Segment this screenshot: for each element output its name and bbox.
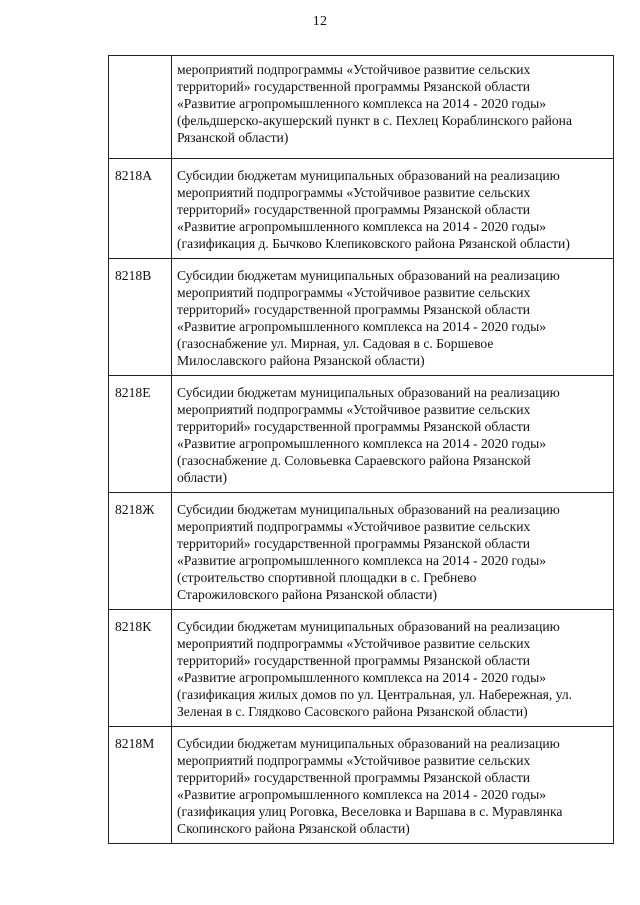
- description-line: мероприятий подпрограммы «Устойчивое развитие сельских: [177, 753, 531, 768]
- description-line: территорий» государственной программы Рязанской области: [177, 202, 531, 217]
- description-line: (газоснабжение д. Соловьевка Сараевского района Рязанской: [177, 453, 531, 468]
- description-cell: [172, 376, 614, 493]
- description-line: Субсидии бюджетам муниципальных образований на реализацию: [177, 385, 560, 400]
- description-line: Субсидии бюджетам муниципальных образований на реализацию: [177, 736, 560, 751]
- table-row: [109, 727, 614, 844]
- table-row: [109, 610, 614, 727]
- code-cell: 8218В: [109, 259, 172, 376]
- code-cell: 8218М: [109, 727, 172, 844]
- description-line: (газификация жилых домов по ул. Центральная, ул. Набережная, ул.: [177, 687, 573, 702]
- description-line: территорий» государственной программы Рязанской области: [177, 419, 531, 434]
- description-line: «Развитие агропромышленного комплекса на 2014 - 2020 годы»: [177, 319, 547, 334]
- description-line: (газоснабжение ул. Мирная, ул. Садовая в с. Боршевое: [177, 336, 494, 351]
- description-line: Старожиловского района Рязанской области): [177, 587, 438, 602]
- code-cell: 8218К: [109, 610, 172, 727]
- description-line: Рязанской области): [177, 130, 289, 145]
- description-line: (фельдшерско-акушерский пункт в с. Пехлец Кораблинского района: [177, 113, 572, 128]
- page-number: 12: [312, 14, 328, 29]
- description-line: территорий» государственной программы Рязанской области: [177, 302, 531, 317]
- description-line: «Развитие агропромышленного комплекса на 2014 - 2020 годы»: [177, 96, 547, 111]
- description-line: Субсидии бюджетам муниципальных образований на реализацию: [177, 268, 560, 283]
- code-cell: 8218Е: [109, 376, 172, 493]
- description-line: Субсидии бюджетам муниципальных образований на реализацию: [177, 619, 560, 634]
- description-cell: [172, 493, 614, 610]
- description-line: территорий» государственной программы Рязанской области: [177, 79, 531, 94]
- description-cell: [172, 610, 614, 727]
- description-line: (газификация д. Бычково Клепиковского района Рязанской области): [177, 236, 570, 251]
- description-line: «Развитие агропромышленного комплекса на 2014 - 2020 годы»: [177, 787, 547, 802]
- code-cell: 8218А: [109, 159, 172, 259]
- description-line: области): [177, 470, 227, 485]
- description-line: Милославского района Рязанской области): [177, 353, 425, 368]
- description-line: Субсидии бюджетам муниципальных образований на реализацию: [177, 502, 560, 517]
- description-cell: [172, 259, 614, 376]
- description-line: мероприятий подпрограммы «Устойчивое развитие сельских: [177, 636, 531, 651]
- description-line: «Развитие агропромышленного комплекса на 2014 - 2020 годы»: [177, 436, 547, 451]
- description-line: (строительство спортивной площадки в с. Гребнево: [177, 570, 477, 585]
- code-cell: 8218Ж: [109, 493, 172, 610]
- description-line: территорий» государственной программы Рязанской области: [177, 536, 531, 551]
- description-line: Скопинского района Рязанской области): [177, 821, 410, 836]
- description-line: мероприятий подпрограммы «Устойчивое развитие сельских: [177, 519, 531, 534]
- table-row: [109, 159, 614, 259]
- description-cell: [172, 56, 614, 159]
- budget-classification-table: [108, 55, 614, 844]
- table-row: [109, 259, 614, 376]
- table-row: [109, 56, 614, 159]
- description-line: территорий» государственной программы Рязанской области: [177, 653, 531, 668]
- description-line: мероприятий подпрограммы «Устойчивое развитие сельских: [177, 285, 531, 300]
- description-line: «Развитие агропромышленного комплекса на 2014 - 2020 годы»: [177, 670, 547, 685]
- description-line: мероприятий подпрограммы «Устойчивое развитие сельских: [177, 185, 531, 200]
- description-cell: [172, 727, 614, 844]
- description-line: Субсидии бюджетам муниципальных образований на реализацию: [177, 168, 560, 183]
- description-line: мероприятий подпрограммы «Устойчивое развитие сельских: [177, 62, 531, 77]
- description-line: «Развитие агропромышленного комплекса на 2014 - 2020 годы»: [177, 553, 547, 568]
- code-cell: [109, 56, 172, 159]
- description-line: (газификация улиц Роговка, Веселовка и Варшава в с. Муравлянка: [177, 804, 563, 819]
- table-row: [109, 493, 614, 610]
- description-line: территорий» государственной программы Рязанской области: [177, 770, 531, 785]
- description-line: «Развитие агропромышленного комплекса на 2014 - 2020 годы»: [177, 219, 547, 234]
- description-line: мероприятий подпрограммы «Устойчивое развитие сельских: [177, 402, 531, 417]
- table-row: [109, 376, 614, 493]
- description-cell: [172, 159, 614, 259]
- table-body: [109, 56, 614, 844]
- description-line: Зеленая в с. Глядково Сасовского района Рязанской области): [177, 704, 528, 719]
